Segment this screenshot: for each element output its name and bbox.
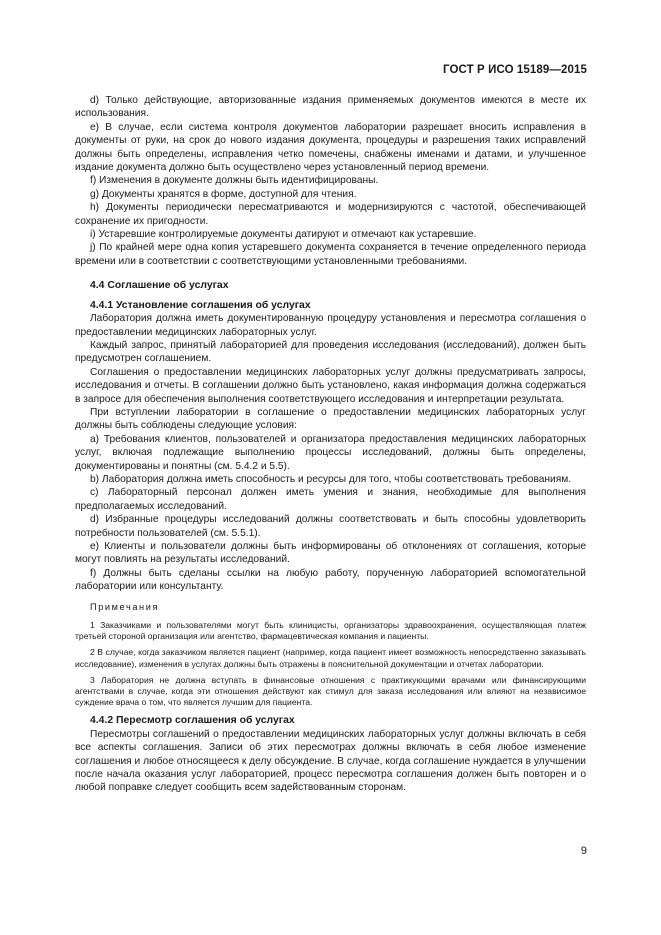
paragraph: Пересмотры соглашений о предоставлении медицинских лабораторных услуг должны включать в себя все аспекты соглашения. Записи об этих пересмотрах должны включать в себя любое изменение соглашения и любое относящееся к делу обсуждение. В случае, когда соглашение нуждается в улучшении после начала оказания услуг лабораторией, процесс пересмотра соглашения должен быть повторен и о любой поправке следует сообщить всем задействованным сторонам. <box>75 728 586 794</box>
list-item-h: h) Документы периодически пересматриваются и модернизируются с частотой, обеспечивающей сохранение их пригодности. <box>75 202 586 227</box>
list-item-g: g) Документы хранятся в форме, доступной для чтения. <box>90 188 357 200</box>
condition-a: a) Требования клиентов, пользователей и организатора предоставления медицинских лабораторных услуг, включая подлежащие выполнению процессы исследований, должны быть определены, документированы и понятны (см. 5.4.2 и 5.5). <box>75 433 586 472</box>
condition-e: e) Клиенты и пользователи должны быть информированы об отклонениях от соглашения, которые могут повлиять на результаты исследований. <box>75 541 586 566</box>
condition-f: f) Должны быть сделаны ссылки на любую работу, порученную лабораторией вспомогательной лаборатории или консультанту. <box>75 567 586 593</box>
section-4-4-2-title: 4.4.2 Пересмотр соглашения об услугах <box>90 715 295 727</box>
note-1: 1 Заказчиками и пользователями могут быть клиницисты, организаторы здравоохранения, осуществляющая платеж третьей стороной организация или агентство, фармацевтическая компания и пациенты. <box>75 620 586 642</box>
note-3: 3 Лаборатория не должна вступать в финансовые отношения с практикующими врачами или финансирующими агентствами в случае, когда эти отношения действуют как стимул для заказа исследования или влияют на независимое суждение врача о том, что является лучшим для пациента. <box>75 674 586 708</box>
section-4-4-1-title: 4.4.1 Установление соглашения об услугах <box>90 299 311 311</box>
notes-title: Примечания <box>90 601 160 612</box>
list-item-d: d) Только действующие, авторизованные издания применяемых документов имеются в месте их использования. <box>75 95 586 120</box>
page-number: 9 <box>580 845 587 857</box>
condition-d: d) Избранные процедуры исследований должны соответствовать и быть способны удовлетворить потребности пользователей (см. 5.5.1). <box>75 514 586 539</box>
list-item-j: j) По крайней мере одна копия устаревшего документа сохраняется в течение определенного периода времени или в соответствии с соответствующими установленными требованиями. <box>75 242 586 267</box>
list-item-e: e) В случае, если система контроля документов лаборатории разрешает вносить исправления в документы от руки, на срок до нового издания документа, процедуры и разрешения таких исправлений должны быть определены, исправления четко помечены, снабжены именами и датами, и улучшенное издание документа должно быть осуществлено через установленный период времени. <box>75 121 586 174</box>
paragraph: Соглашения о предоставлении медицинских лабораторных услуг должны предусматривать запросы, исследования и отчеты. В соглашении должно быть установлено, какая информация должна содержаться в запросе для обеспечения выполнения соответствующего исследования и интерпретации результата. <box>75 366 586 405</box>
note-2: 2 В случае, когда заказчиком является пациент (например, когда пациент имеет возможность непосредственно заказывать исследование), изменения в услугах должны быть отражены в пояснительной документации и отчетах лаборатории. <box>75 647 586 669</box>
list-item-f: f) Изменения в документе должны быть идентифицированы. <box>90 175 379 187</box>
list-item-i: i) Устаревшие контролируемые документы датируют и отмечают как устаревшие. <box>90 229 477 241</box>
paragraph: Каждый запрос, принятый лабораторией для проведения исследования (исследований), должен быть предусмотрен соглашением. <box>75 339 586 365</box>
paragraph: При вступлении лаборатории в соглашение о предоставлении медицинских лабораторных услуг должны быть соблюдены следующие условия: <box>75 406 586 432</box>
paragraph: Лаборатория должна иметь документированную процедуру установления и пересмотра соглашения о предоставлении медицинских лабораторных услуг. <box>75 313 586 338</box>
section-4-4-title: 4.4 Соглашение об услугах <box>90 280 229 292</box>
document-body <box>75 94 586 795</box>
condition-b: b) Лаборатория должна иметь способность и ресурсы для того, чтобы соответствовать требованиям. <box>90 473 572 485</box>
condition-c: c) Лабораторный персонал должен иметь умения и знания, необходимые для выполнения предполагаемых исследований. <box>75 487 586 512</box>
standard-header: ГОСТ Р ИСО 15189—2015 <box>442 64 587 76</box>
